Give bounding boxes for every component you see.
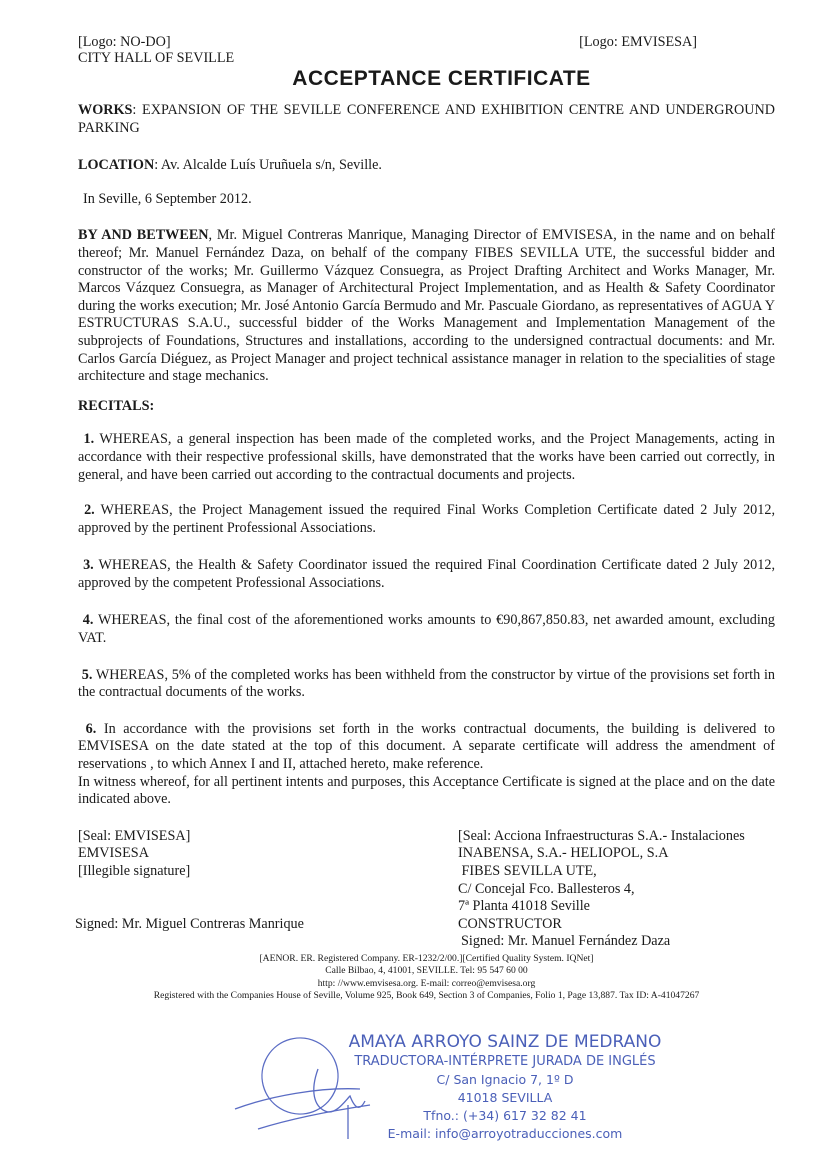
logo-no-do: [Logo: NO-DO] xyxy=(78,34,171,50)
translator-address: C/ San Ignacio 7, 1º D xyxy=(436,1071,574,1087)
footer-line: http: //www.emvisesa.org. E-mail: correo@emvisesa.org xyxy=(317,977,536,989)
signature-left xyxy=(75,827,458,951)
recital-text: In accordance with the provisions set forth in the works contractual documents, the building is delivered to EMVISESA on the date stated at the top of this document. A separate certificate will address the amendment of reservations , to which Annex I and II, attached hereto, make reference. xyxy=(78,720,776,773)
recital-text: WHEREAS, a general inspection has been made of the completed works, and the Project Managements, acting in accordance with their respective professional skills, have demonstrated that the works have been carried out correctly, in general, and have been carried out according to the contractual documents and projects. xyxy=(78,431,775,483)
translator-stamp-text xyxy=(340,1031,670,1143)
recital-text: WHEREAS, the Project Management issued the required Final Works Completion Certificate dated 2 July 2012, approved by the pertinent Professional Associations. xyxy=(78,502,775,536)
works-paragraph xyxy=(78,102,775,137)
translator-stamp xyxy=(230,1021,690,1160)
seal-emvisesa: [Seal: EMVISESA] xyxy=(78,827,191,844)
translator-name: AMAYA ARROYO SAINZ DE MEDRANO xyxy=(348,1031,662,1052)
witness-paragraph: In witness whereof, for all pertinent intents and purposes, this Acceptance Certificate is signed at the place and on the date indicated above. xyxy=(78,773,775,808)
between-paragraph xyxy=(78,227,775,385)
recital-6 xyxy=(78,721,775,774)
recital-1 xyxy=(78,431,775,484)
recital-text: WHEREAS, the final cost of the aforementioned works amounts to €90,867,850.83, net awarded amount, excluding VAT. xyxy=(78,612,775,647)
works-label: WORKS xyxy=(78,102,133,118)
seal-acciona: [Seal: Acciona Infraestructuras S.A.- Instalaciones xyxy=(458,827,745,844)
recital-number: 5. xyxy=(81,666,93,683)
date-line: In Seville, 6 September 2012. xyxy=(83,190,252,207)
works-text: : EXPANSION OF THE SEVILLE CONFERENCE AND EXHIBITION CENTRE AND UNDERGROUND PARKING xyxy=(78,102,775,136)
recital-number: 4. xyxy=(82,612,94,629)
recital-text: WHEREAS, 5% of the completed works has been withheld from the constructor by virtue of the provisions set forth in the contractual documents of the works. xyxy=(78,666,775,701)
recital-number: 3. xyxy=(83,557,94,574)
signatures xyxy=(75,827,775,951)
translator-phone: Tfno.: (+34) 617 32 82 41 xyxy=(423,1107,587,1123)
translator-city: 41018 SEVILLA xyxy=(457,1089,553,1105)
translator-role: TRADUCTORA-INTÉRPRETE JURADA DE INGLÉS xyxy=(354,1053,656,1069)
recital-4 xyxy=(78,612,775,647)
recital-number: 1. xyxy=(83,431,95,448)
location-text: : Av. Alcalde Luís Uruñuela s/n, Seville. xyxy=(154,157,382,174)
illegible-signature: [Illegible signature] xyxy=(78,863,191,879)
seal-line: 7ª Planta 41018 Seville xyxy=(458,898,590,915)
location-label: LOCATION xyxy=(78,157,155,174)
seal-line: INABENSA, S.A.- HELIOPOL, S.A xyxy=(458,845,669,862)
recital-number: 6. xyxy=(85,720,97,737)
recital-2 xyxy=(78,502,775,537)
seal-line: FIBES SEVILLA UTE, xyxy=(458,863,597,879)
between-text: , Mr. Miguel Contreras Manrique, Managing Director of EMVISESA, in the name and on behalf thereof; Mr. Manuel Fernández Daza, on behalf of the company FIBES SEVILLA UTE, the successful bidder and constructor of the works; Mr. Guillermo Vázquez Consuegra, as Project Drafting Architect and Works Manager, Mr. Marcos Vázquez Consuegra, as Manager of Architectural Project Implementation, and as Health & Safety Coordinator during the works execution; Mr. José Antonio García Bermudo and Mr. Pascuale Giordano, as representatives of AGUA Y ESTRUCTURAS S.A.U., successful bidder of the Works Management and Implementation Management of the subprojects of Foundations, Structures and installations, according to the undersigned contractual documents: and Mr. Carlos García Diéguez, as Project Manager and project technical assistance manager in relation to the specialities of stage architecture and stage mechanics. xyxy=(78,227,775,385)
recital-3 xyxy=(78,557,775,592)
page-title: ACCEPTANCE CERTIFICATE xyxy=(292,67,591,90)
recital-number: 2. xyxy=(84,502,95,519)
header xyxy=(78,34,775,66)
header-left xyxy=(78,34,234,66)
footer-line: Registered with the Companies House of Seville, Volume 925, Book 649, Section 3 of Companies, Folio 1, Page 13,887. Tax ID: A-41047267 xyxy=(153,990,700,1002)
signed-left: Signed: Mr. Miguel Contreras Manrique xyxy=(75,915,304,932)
logo-emvisesa: [Logo: EMVISESA] xyxy=(579,34,697,50)
signatory-company: EMVISESA xyxy=(78,845,149,862)
signature-right xyxy=(458,828,745,951)
footer-line: Calle Bilbao, 4, 41001, SEVILLE. Tel: 95 547 60 00 xyxy=(325,965,528,977)
location-paragraph xyxy=(78,157,775,175)
recital-text: WHEREAS, the Health & Safety Coordinator issued the required Final Coordination Certificate dated 2 July 2012, approved by the competent Professional Associations. xyxy=(78,557,776,591)
footer xyxy=(38,953,815,1003)
footer-line: [AENOR. ER. Registered Company. ER-1232/2/00.][Certified Quality System. IQNet] xyxy=(259,952,594,964)
city-hall-label: CITY HALL OF SEVILLE xyxy=(78,50,235,66)
translator-email: E-mail: info@arroyotraducciones.com xyxy=(387,1125,623,1141)
signed-right: Signed: Mr. Manuel Fernández Daza xyxy=(461,933,671,950)
seal-line: CONSTRUCTOR xyxy=(458,915,562,932)
recitals-heading: RECITALS: xyxy=(78,397,155,414)
between-label: BY AND BETWEEN xyxy=(78,227,209,244)
seal-line: C/ Concejal Fco. Ballesteros 4, xyxy=(458,880,635,897)
recital-5 xyxy=(78,667,775,702)
